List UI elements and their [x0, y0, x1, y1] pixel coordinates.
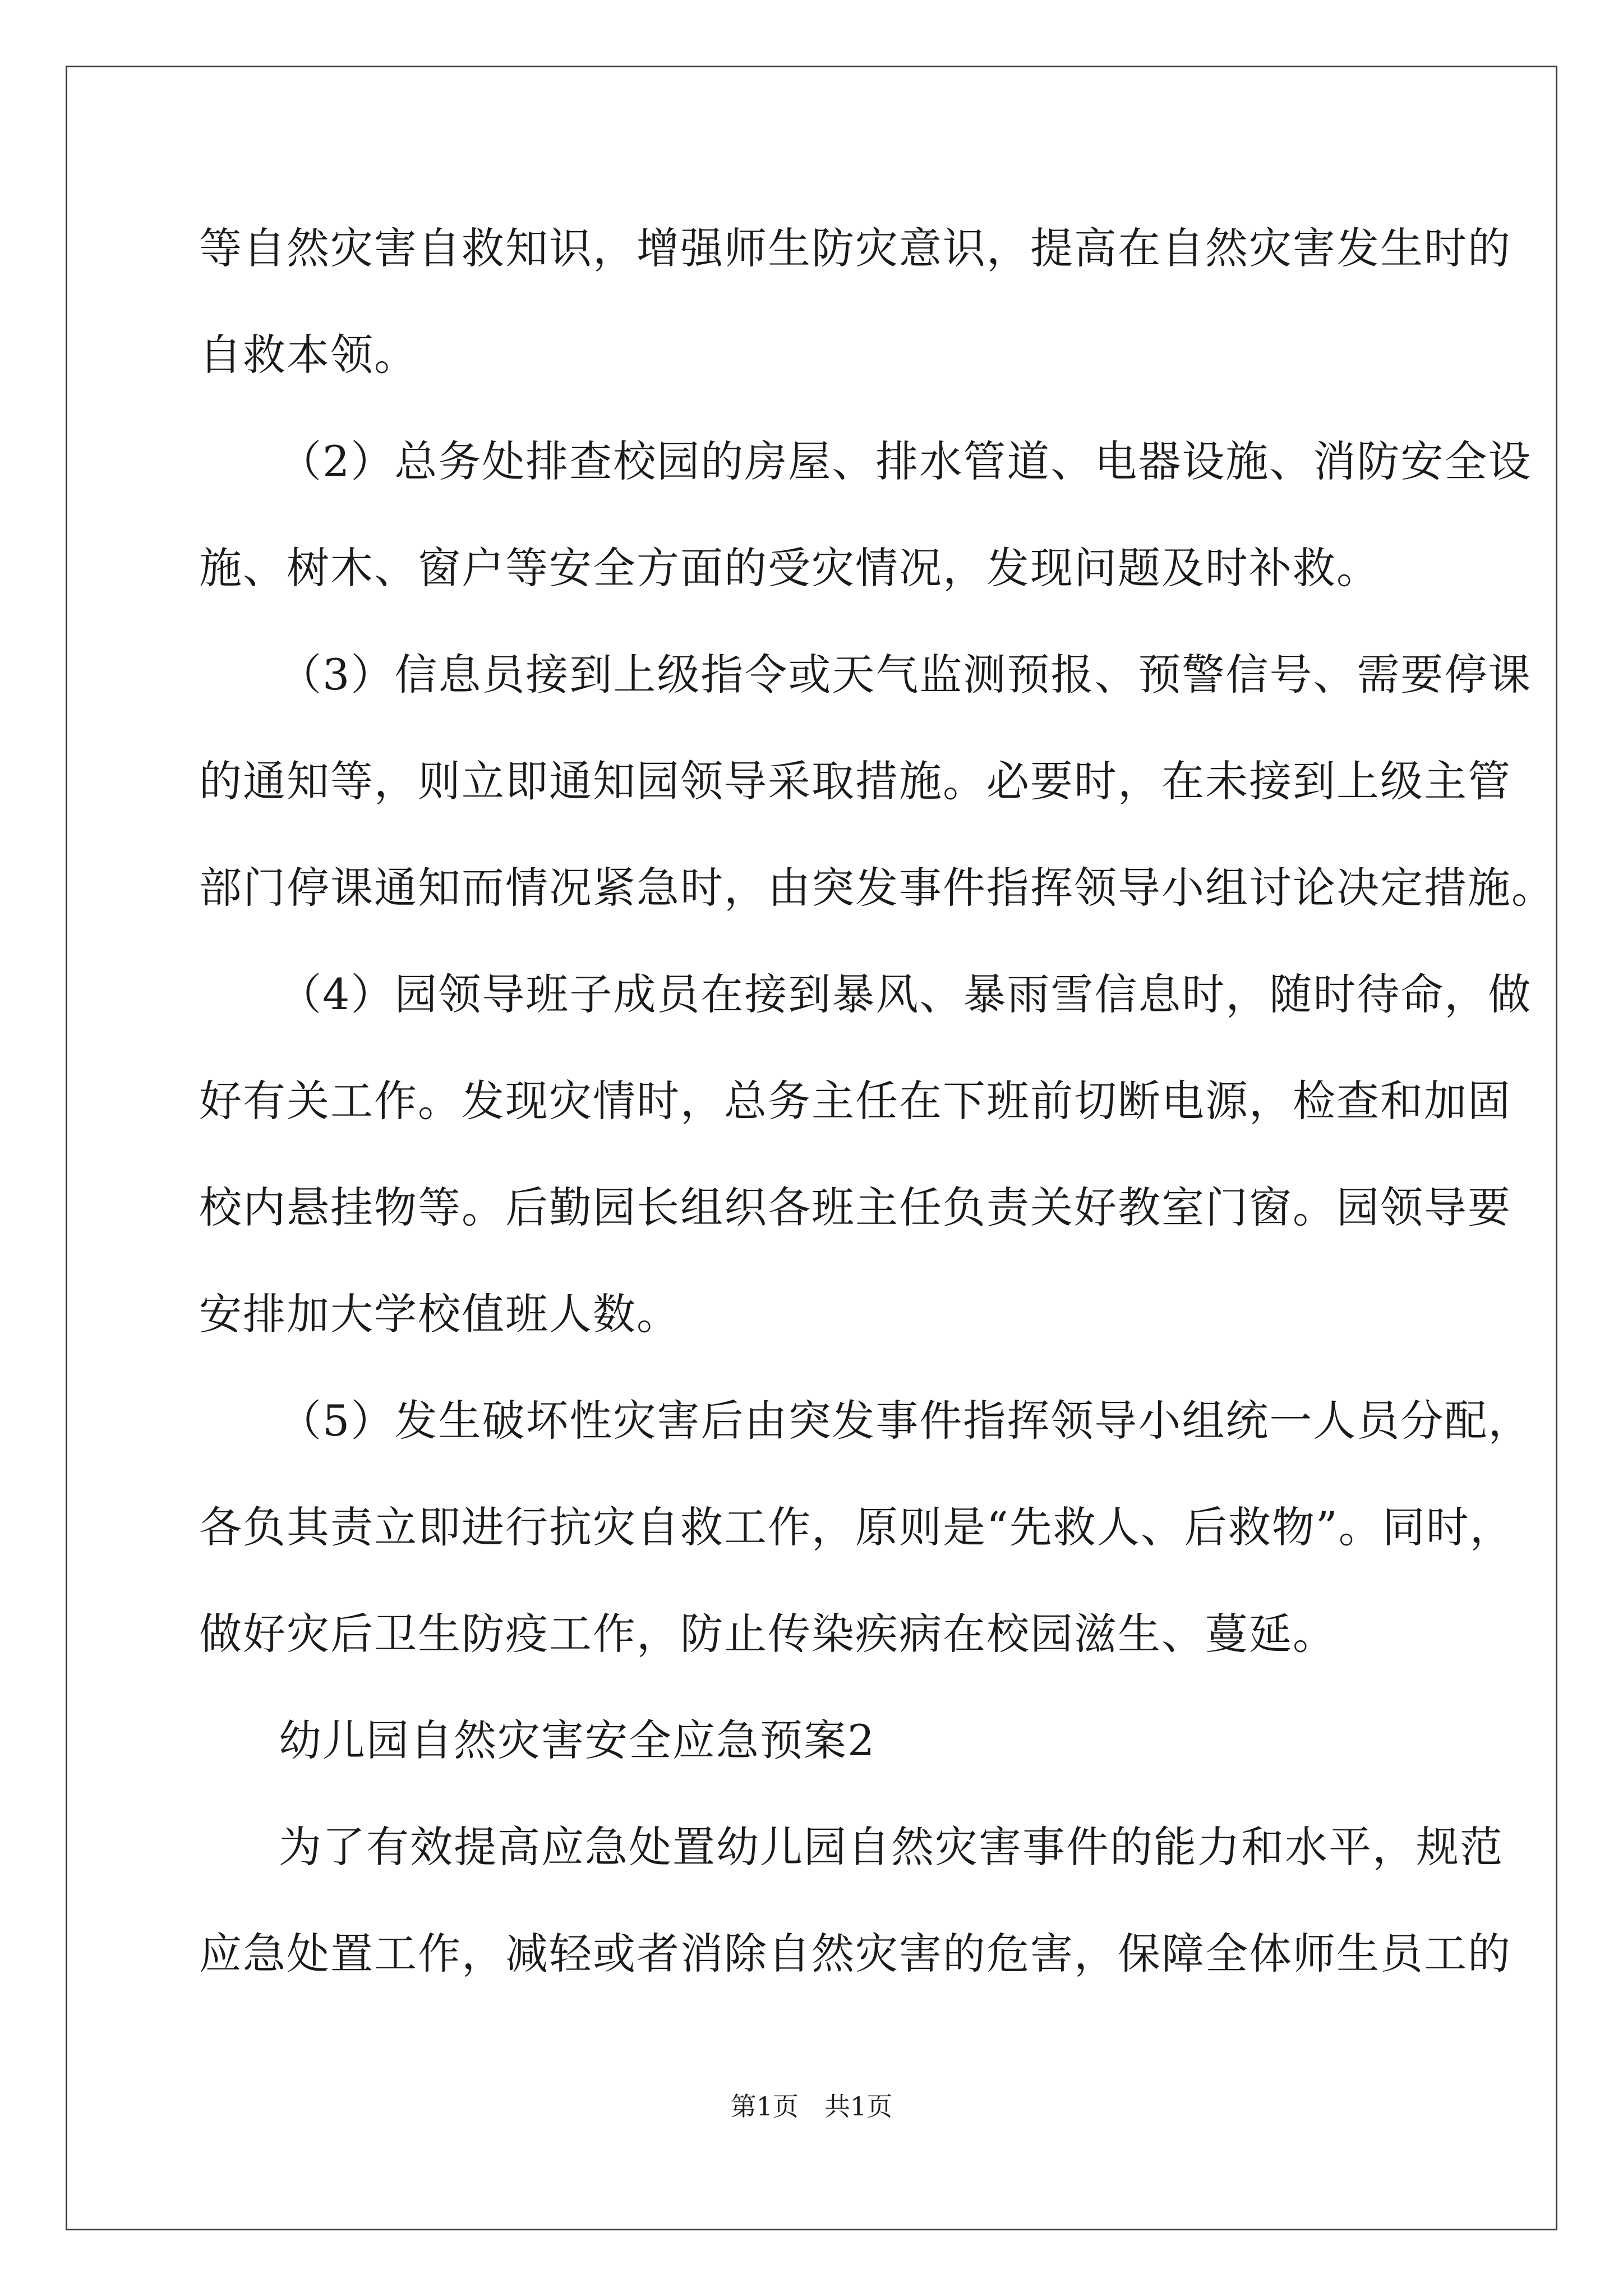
text-line: 做好灾后卫生防疫工作，防止传染疾病在校园滋生、蔓延。 — [199, 1609, 1336, 1659]
text-line: 安排加大学校值班人数。 — [199, 1289, 680, 1339]
text-line: （5）发生破坏性灾害后由突发事件指挥领导小组统一人员分配， — [279, 1396, 1532, 1446]
text-line: 施、树木、窗户等安全方面的受灾情况，发现问题及时补救。 — [199, 543, 1380, 593]
text-line: 的通知等，则立即通知园领导采取措施。必要时，在未接到上级主管 — [199, 756, 1511, 806]
text-line: 为了有效提高应急处置幼儿园自然灾害事件的能力和水平，规范 — [279, 1822, 1504, 1872]
text-line: 等自然灾害自救知识，增强师生防灾意识，提高在自然灾害发生时的 — [199, 223, 1511, 273]
text-line: 校内悬挂物等。后勤园长组织各班主任负责关好教室门窗。园领导要 — [199, 1182, 1511, 1232]
page-number-label: 第1页 共1页 — [730, 2091, 893, 2122]
text-line: 好有关工作。发现灾情时，总务主任在下班前切断电源，检查和加固 — [199, 1076, 1511, 1126]
page-footer — [0, 2090, 1623, 2123]
text-line: 自救本领。 — [199, 330, 418, 380]
section-heading: 幼儿园自然灾害安全应急预案2 — [279, 1715, 876, 1765]
text-line: （4）园领导班子成员在接到暴风、暴雨雪信息时，随时待命，做 — [279, 969, 1532, 1019]
text-line: （2）总务处排查校园的房屋、排水管道、电器设施、消防安全设 — [279, 436, 1532, 486]
text-line: 部门停课通知而情况紧急时，由突发事件指挥领导小组讨论决定措施。 — [199, 863, 1555, 913]
text-line: 应急处置工作，减轻或者消除自然灾害的危害，保障全体师生员工的 — [199, 1929, 1511, 1978]
document-body — [199, 215, 1555, 2027]
text-line: 各负其责立即进行抗灾自救工作，原则是“先救人、后救物”。同时， — [199, 1502, 1514, 1552]
text-line: （3）信息员接到上级指令或天气监测预报、预警信号、需要停课 — [279, 650, 1532, 700]
